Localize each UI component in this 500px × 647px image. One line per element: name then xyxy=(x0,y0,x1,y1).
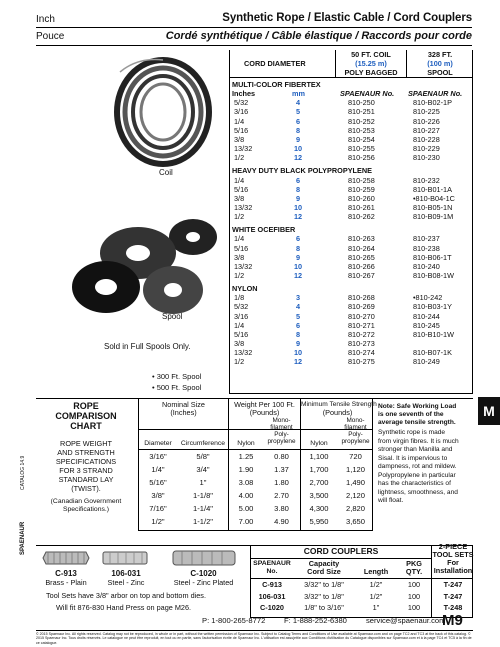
header-rule xyxy=(36,27,472,28)
row-sp-328: 810-249 xyxy=(413,357,440,367)
row-mm: 12 xyxy=(293,212,303,222)
row-inches: 13/32 xyxy=(234,202,253,212)
rc-h-weight-unit: (Pounds) xyxy=(249,408,280,417)
rc-cell: 1.80 xyxy=(274,478,289,487)
row-sp-50: 810-268 xyxy=(348,293,375,303)
col-inches-header: Inches xyxy=(232,89,256,99)
ct-h-len: Length xyxy=(363,567,389,576)
row-sp-328: 810-240 xyxy=(413,261,440,271)
rc-side-text: lightness, smoothness, and xyxy=(378,488,458,496)
coupler-code-3: C-1020 xyxy=(190,569,217,578)
rc-h-tensile: Minimum Tensile Strength xyxy=(301,401,377,408)
row-inches: 1/4 xyxy=(234,175,245,185)
row-sp-328: 810-227 xyxy=(413,125,440,135)
row-inches: 3/16 xyxy=(234,107,249,117)
rope-comparison xyxy=(36,398,473,546)
col-50-pack: POLY BAGGED xyxy=(344,68,398,77)
row-mm: 10 xyxy=(293,348,303,358)
footer-email[interactable]: service@spaenaur.com xyxy=(366,616,446,625)
row-inches: 5/32 xyxy=(234,98,249,108)
ct-cell: T-247 xyxy=(443,580,463,589)
coil-label: Coil xyxy=(159,168,173,177)
row-sp-50: 810-274 xyxy=(348,348,375,358)
footer-legal: © 2015 Spaenaur Inc. All rights reserved. Catalog may not be reproduced, in whole or in part, without the written permission of Spaenaur Inc. Subject to Catalog Terms and Conditions of Use available at Spaenaur.com and on page TC2 and TC3 at the back of this catalog. © 2015 Spaenaur Inc. Tous droits réservés. Le catalogue ne peut être reproduit, en tout ou en partie, sans l'autorisation écrite de Spaenaur Inc. L'utilisation est assujettie aux Conditions d'utilisation du Catalogue disponibles sur Spaenaur.com et à la page TC4 et TC5 à la fin de ce catalogue. xyxy=(36,632,472,645)
rc-cell: 1-1/8" xyxy=(192,491,213,500)
row-sp-328: 810-B08-1W xyxy=(413,271,454,280)
rc-side-text: Synthetic rope is made xyxy=(378,429,446,436)
row-inches: 1/8 xyxy=(234,293,245,303)
rc-cell: 4.90 xyxy=(274,517,289,526)
rc-cell: 2.70 xyxy=(274,491,289,500)
row-mm: 6 xyxy=(295,234,301,244)
coupler-desc-1: Brass - Plain xyxy=(45,578,87,587)
rc-note-line: (Canadian Government xyxy=(50,498,122,505)
footer xyxy=(36,612,473,646)
rc-cell: 1" xyxy=(199,478,207,487)
rc-table xyxy=(138,399,377,531)
row-inches: 1/2 xyxy=(234,357,245,367)
row-mm: 9 xyxy=(295,339,301,349)
row-mm: 6 xyxy=(295,320,301,330)
rc-cell: 1,490 xyxy=(345,478,365,487)
row-sp-50: 810-266 xyxy=(348,261,375,271)
ct-h-tool-3: For xyxy=(447,558,459,567)
rc-cell: 1/4" xyxy=(151,465,165,474)
row-mm: 10 xyxy=(293,202,303,212)
rc-cell: 1.25 xyxy=(238,452,254,461)
row-mm: 9 xyxy=(295,134,301,144)
ct-cell: 1/2" xyxy=(369,580,383,589)
row-inches: 1/2 xyxy=(234,153,245,163)
rc-cell: 0.80 xyxy=(274,452,289,461)
row-sp-50: 810-254 xyxy=(348,134,375,144)
rc-side-text: will float. xyxy=(378,497,404,504)
rc-cell: 1.90 xyxy=(238,465,254,474)
rc-h-mono1: Mono- filament xyxy=(270,417,293,432)
coupler-code-2: 106-031 xyxy=(111,569,141,578)
row-inches: 3/8 xyxy=(234,134,245,144)
row-sp-50: 810-264 xyxy=(348,243,375,253)
row-mm: 4 xyxy=(295,302,301,312)
row-sp-50: 810-259 xyxy=(348,184,375,194)
row-mm: 5 xyxy=(295,107,301,117)
rc-cell: 1.37 xyxy=(274,465,289,474)
row-sp-328: 810-B09-1M xyxy=(413,212,454,222)
rc-h-nylon2: Nylon xyxy=(310,440,328,447)
spine-catalog: CATALOG 14.9 xyxy=(20,455,26,490)
coupler-code-1: C-913 xyxy=(55,569,77,578)
rc-h-nominal-unit: (Inches) xyxy=(170,408,197,417)
row-sp-328: 810-B06-1T xyxy=(413,252,452,262)
row-sp-328: 810-B10-1W xyxy=(413,329,454,339)
coupler-title: CORD COUPLERS xyxy=(303,546,379,556)
rc-cell: 4.00 xyxy=(238,491,254,500)
rope-table xyxy=(229,50,473,394)
page-header xyxy=(36,12,472,48)
row-sp-328: 810-244 xyxy=(413,311,440,321)
row-mm: 12 xyxy=(293,271,303,280)
ct-cell: C-1020 xyxy=(260,603,284,612)
rc-side-bold: average tensile strength. xyxy=(378,419,456,426)
row-sp-328: •810-242 xyxy=(413,293,443,303)
rc-cell: 5.00 xyxy=(238,504,254,513)
cord-diameter-label: CORD DIAMETER xyxy=(244,59,306,68)
header-rule-bottom xyxy=(36,45,472,46)
row-sp-328: 810-228 xyxy=(413,134,440,144)
row-sp-328: 810-226 xyxy=(413,116,440,126)
rc-desc-line: (TWIST). xyxy=(71,484,101,493)
ct-h-cap-1: Capacity xyxy=(308,559,340,568)
row-sp-328: 810-238 xyxy=(413,243,440,253)
unit-french: Pouce xyxy=(36,31,65,42)
rc-desc-line: ROPE WEIGHT xyxy=(60,439,112,448)
row-inches: 1/4 xyxy=(234,320,245,330)
rc-title-1: ROPE xyxy=(73,401,99,411)
rc-side-bold: Note: Safe Working Load xyxy=(378,403,457,410)
rc-cell: 5,950 xyxy=(309,517,329,526)
row-inches: 1/4 xyxy=(234,234,245,244)
coil-image xyxy=(108,52,218,167)
rc-cell: 1/2" xyxy=(151,517,165,526)
rc-cell: 720 xyxy=(349,452,362,461)
row-sp-50: 810-252 xyxy=(348,116,375,126)
col-mm-header: mm xyxy=(292,89,305,99)
row-sp-50: 810-263 xyxy=(348,234,375,244)
rc-cell: 1,120 xyxy=(345,465,365,474)
row-mm: 8 xyxy=(295,329,301,339)
row-sp-328: 810-230 xyxy=(413,153,440,163)
row-sp-328: 810-229 xyxy=(413,144,440,154)
row-sp-50: 810-262 xyxy=(348,212,375,222)
title-french: Cordé synthétique / Câble élastique / Raccords pour corde xyxy=(165,30,472,42)
rc-h-nylon: Nylon xyxy=(237,440,255,447)
rc-h-mono2: Mono- filament xyxy=(344,417,367,432)
spool-label: Spool xyxy=(162,312,183,321)
row-sp-50: 810-258 xyxy=(348,175,375,185)
rc-desc-line: STANDARD LAY xyxy=(58,475,114,484)
row-mm: 6 xyxy=(295,116,301,126)
ct-cell: 3/32" to 1/8" xyxy=(304,580,344,589)
ct-cell: 100 xyxy=(407,603,421,612)
footer-fax: F: 1-888-252-6380 xyxy=(284,616,347,625)
rc-cell: 3,500 xyxy=(309,491,329,500)
rc-desc-line: SPECIFICATIONS xyxy=(55,457,117,466)
rc-cell: 2,820 xyxy=(345,504,365,513)
rc-cell: 7.00 xyxy=(238,517,254,526)
ct-cell: 3/32" to 1/8" xyxy=(304,591,344,601)
rc-side-text: Sisal. It is impervious to xyxy=(378,454,448,462)
coupler-table xyxy=(250,542,474,618)
row-sp-50: 810-271 xyxy=(348,320,375,330)
rc-cell: 5/8" xyxy=(196,452,210,461)
row-sp-328: 810-B01-1A xyxy=(413,184,452,194)
footer-page-number: M9 xyxy=(442,612,463,629)
ct-h-tool-2: TOOL SETS xyxy=(432,550,474,559)
row-mm: 8 xyxy=(295,125,301,135)
row-sp-50: 810-267 xyxy=(348,271,375,280)
rc-cell: 2,120 xyxy=(345,491,365,500)
footer-phone: P: 1-800-265-8772 xyxy=(202,616,266,625)
row-inches: 1/2 xyxy=(234,212,245,222)
rc-desc-line: FOR 3 STRAND xyxy=(59,466,113,475)
row-mm: 3 xyxy=(295,293,301,303)
row-sp-50: 810-275 xyxy=(348,357,375,367)
row-inches: 3/8 xyxy=(234,339,245,349)
row-mm: 8 xyxy=(295,243,301,253)
rc-cell: 3/16" xyxy=(149,452,167,461)
row-inches: 3/8 xyxy=(234,252,245,262)
rc-h-circ: Circumference xyxy=(180,440,226,447)
row-mm: 12 xyxy=(293,153,303,163)
coupler-note-1: Tool Sets have 3/8" arbor on top and bottom dies. xyxy=(46,591,206,600)
coupler-c1020-image xyxy=(172,548,236,568)
rc-cell: 1,700 xyxy=(309,465,329,474)
spool-300: • 300 Ft. Spool xyxy=(152,372,202,381)
ct-cell: 106-031 xyxy=(258,591,286,601)
row-sp-50: 810-273 xyxy=(348,339,375,349)
title-english: Synthetic Rope / Elastic Cable / Cord Couplers xyxy=(222,12,472,24)
row-sp-328: •810-B04-1C xyxy=(413,193,455,203)
row-inches: 5/16 xyxy=(234,125,249,135)
ct-h-tool-4: Installation xyxy=(433,566,473,575)
row-mm: 4 xyxy=(295,98,301,108)
rc-desc-line: AND STRENGTH xyxy=(57,448,115,457)
row-sp-50: 810-261 xyxy=(348,202,375,212)
rc-cell: 5/16" xyxy=(149,478,167,487)
ct-h-cap-2: Cord Size xyxy=(307,567,341,576)
coupler-desc-3: Steel - Zinc Plated xyxy=(173,578,234,587)
section-title: HEAVY DUTY BLACK POLYPROPYLENE xyxy=(232,166,373,176)
row-mm: 9 xyxy=(295,193,301,203)
row-mm: 10 xyxy=(293,261,303,271)
section-tab-m: M xyxy=(478,397,500,425)
row-inches: 1/4 xyxy=(234,116,245,126)
row-inches: 13/32 xyxy=(234,261,253,271)
coupler-c913-image xyxy=(42,550,90,566)
rc-h-weight: Weight Per 100 Ft. xyxy=(234,400,295,409)
ct-cell: 100 xyxy=(407,591,421,601)
unit-english: Inch xyxy=(36,14,55,25)
row-sp-328: 810-225 xyxy=(413,107,440,117)
row-sp-328: 810-232 xyxy=(413,175,440,185)
ct-h-tool-1: 2-PIECE xyxy=(438,542,468,551)
ct-cell: T-248 xyxy=(443,603,463,612)
row-sp-328: 810-B07-1K xyxy=(413,348,452,358)
section-title: WHITE OCEFIBER xyxy=(232,225,296,235)
spool-500: • 500 Ft. Spool xyxy=(152,383,202,392)
row-mm: 8 xyxy=(295,184,301,194)
row-sp-328: 810-237 xyxy=(413,234,440,244)
rc-cell: 3.80 xyxy=(274,504,289,513)
rc-h-mono1-b: Poly- propylene xyxy=(267,431,296,446)
spine-brand: SPAENAUR xyxy=(20,521,26,555)
ct-cell: 100 xyxy=(407,580,421,589)
row-inches: 3/16 xyxy=(234,311,249,321)
sold-note: Sold in Full Spools Only. xyxy=(104,342,191,351)
rc-side-text: has the characteristics of xyxy=(378,480,451,487)
rc-cell: 3/4" xyxy=(196,465,210,474)
row-sp-50: 810-260 xyxy=(348,193,375,203)
rc-cell: 4,300 xyxy=(309,504,329,513)
row-mm: 10 xyxy=(293,144,303,154)
col-328-metric: (100 m) xyxy=(427,59,453,68)
row-mm: 9 xyxy=(295,252,301,262)
rc-h-diameter: Diameter xyxy=(144,440,172,447)
row-sp-50: 810-269 xyxy=(348,302,375,312)
rc-cell: 3.08 xyxy=(238,478,254,487)
coupler-note-2: Will fit 876-830 Hand Press on page M26. xyxy=(56,603,192,612)
rc-cell: 1-1/2" xyxy=(192,517,213,526)
section-title: MULTI-COLOR FIBERTEX xyxy=(232,80,321,89)
col-sp-no-1: SPAENAUR No. xyxy=(340,89,395,99)
row-inches: 3/8 xyxy=(234,193,245,203)
coupler-106031-image xyxy=(102,550,148,566)
spool-image xyxy=(68,215,223,320)
rc-side-bold: is one seventh of the xyxy=(378,411,444,418)
row-sp-50: 810-256 xyxy=(348,153,375,163)
rc-note-line: Specifications.) xyxy=(62,506,110,513)
row-sp-50: 810-255 xyxy=(348,144,375,154)
col-50-label: 50 FT. COIL xyxy=(351,50,391,59)
row-sp-328: 810-B02-1P xyxy=(413,98,452,108)
col-328-pack: SPOOL xyxy=(427,68,453,77)
rc-h-nominal: Nominal Size xyxy=(162,400,205,409)
rc-title-2: COMPARISON xyxy=(55,411,117,421)
rc-side-text: from virgin fibres. It is much xyxy=(378,437,459,445)
rc-cell: 7/16" xyxy=(149,504,167,513)
row-inches: 5/16 xyxy=(234,184,249,194)
row-sp-50: 810-250 xyxy=(348,98,375,108)
col-sp-no-2: SPAENAUR No. xyxy=(408,89,463,99)
rc-cell: 2,700 xyxy=(309,478,329,487)
row-mm: 5 xyxy=(295,311,301,321)
row-sp-50: 810-251 xyxy=(348,107,375,117)
rc-cell: 1-1/4" xyxy=(192,504,213,513)
row-sp-328: 810-245 xyxy=(413,320,440,330)
rc-title-3: CHART xyxy=(70,421,102,431)
rc-side-text: dampness, rot and mildew. xyxy=(378,463,457,470)
row-sp-328: 810-B03-1Y xyxy=(413,302,452,312)
ct-h-sp-1: SPAENAUR xyxy=(253,560,291,567)
rc-h-tensile-unit: (Pounds) xyxy=(322,408,353,417)
ct-cell: C-913 xyxy=(262,580,282,589)
row-inches: 5/16 xyxy=(234,243,249,253)
ct-cell: 1/8" to 3/16" xyxy=(304,603,344,612)
section-title: NYLON xyxy=(232,284,258,294)
row-inches: 13/32 xyxy=(234,144,253,154)
row-mm: 12 xyxy=(293,357,303,367)
spine xyxy=(14,445,26,555)
rc-side-text: Polypropylene in particular xyxy=(378,471,456,479)
row-sp-50: 810-253 xyxy=(348,125,375,135)
row-inches: 5/16 xyxy=(234,329,249,339)
ct-cell: T-247 xyxy=(443,591,463,601)
ct-h-sp-2: No. xyxy=(266,568,278,575)
rc-h-mono2-b: Poly- propylene xyxy=(341,431,370,446)
row-sp-328: 810-B05-1N xyxy=(413,202,453,212)
row-inches: 13/32 xyxy=(234,348,253,358)
rc-side-text: stronger than Manilla and xyxy=(378,446,453,453)
ct-h-pkg-2: QTY. xyxy=(405,567,423,576)
col-328-label: 328 FT. xyxy=(427,50,453,59)
rc-cell: 3,650 xyxy=(345,517,365,526)
row-sp-50: 810-265 xyxy=(348,252,375,262)
row-inches: 1/2 xyxy=(234,271,245,280)
row-mm: 6 xyxy=(295,175,301,185)
ct-cell: 1" xyxy=(372,603,380,612)
ct-h-pkg-1: PKG xyxy=(406,559,422,568)
rc-cell: 3/8" xyxy=(151,491,165,500)
ct-cell: 1/2" xyxy=(369,591,383,601)
row-sp-50: 810-272 xyxy=(348,329,375,339)
row-sp-50: 810-270 xyxy=(348,311,375,321)
coupler-desc-2: Steel - Zinc xyxy=(107,578,145,587)
col-50-metric: (15.25 m) xyxy=(355,59,387,68)
row-inches: 5/32 xyxy=(234,302,249,312)
rc-cell: 1,100 xyxy=(309,452,329,461)
